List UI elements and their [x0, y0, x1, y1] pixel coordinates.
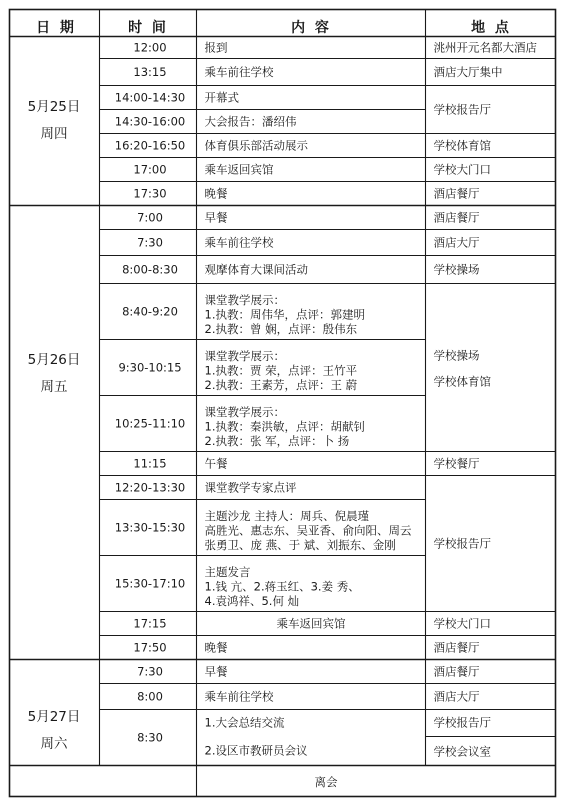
- location-cell: 学校操场: [433, 348, 480, 363]
- content-line: 1.大会总结交流: [204, 715, 285, 730]
- time-cell: 8:30: [137, 730, 163, 745]
- content-line: 乘车返回宾馆: [276, 616, 346, 631]
- schedule-row: [122, 293, 365, 336]
- time-cell: 7:00: [137, 210, 163, 225]
- location-cell: 学校餐厅: [433, 456, 480, 471]
- time-cell: 14:00-14:30: [114, 90, 186, 105]
- content-line: 晚餐: [204, 640, 228, 655]
- location-cell: 学校报告厅: [433, 536, 491, 551]
- content-line: 张勇卫、庞 燕、于 斌、刘振东、金刚: [204, 538, 396, 553]
- content-line: 1.执教：秦洪敏，点评：胡献钊: [204, 419, 365, 434]
- schedule-row: [133, 163, 274, 177]
- location-cell: 洮州开元名都大酒店: [433, 40, 537, 55]
- location-cell: 酒店餐厅: [433, 664, 480, 679]
- content-line: 乘车前往学校: [204, 689, 274, 704]
- location-cell: 学校体育馆: [433, 138, 491, 153]
- schedule-row: [115, 115, 297, 129]
- content-line: 乘车返回宾馆: [204, 162, 274, 177]
- day-2-date: 5月26日: [27, 352, 81, 368]
- schedule-row: [133, 187, 228, 201]
- content-line: 课堂教学展示：: [204, 292, 285, 307]
- content-line: 2.执教：张 军，点评：卜 扬: [204, 434, 350, 449]
- content-line: 体育俱乐部活动展示: [204, 138, 308, 153]
- location-cell: 学校报告厅: [433, 102, 491, 117]
- content-line: 观摩体育大课间活动: [204, 262, 308, 277]
- header-date: 日 期: [36, 20, 74, 36]
- schedule-row: [115, 91, 240, 105]
- content-line: 早餐: [204, 664, 228, 679]
- schedule-row: [137, 690, 274, 704]
- content-line: 乘车前往学校: [204, 65, 274, 79]
- location-cell: 学校体育馆: [433, 374, 491, 389]
- day-3-weekday: 周六: [40, 736, 68, 752]
- content-line: 1.钱 亢、2.蒋玉红、3.姜 秀、: [204, 579, 360, 594]
- location-cell: 学校大门口: [433, 162, 491, 177]
- time-cell: 8:00-8:30: [122, 262, 178, 277]
- content-line: 4.袁鸿祥、5.何 灿: [204, 594, 300, 609]
- time-cell: 8:00: [137, 689, 163, 704]
- location-cell: 酒店大厅: [433, 689, 480, 704]
- time-cell: 10:25-11:10: [114, 416, 186, 431]
- schedule-row: [137, 665, 228, 679]
- content-line: 2.执教：曾 娴，点评：殷伟东: [204, 322, 358, 337]
- content-line: 午餐: [204, 456, 228, 471]
- time-cell: 16:20-16:50: [114, 138, 186, 153]
- schedule-row: [133, 617, 346, 631]
- location-cell: 酒店餐厅: [433, 186, 480, 201]
- location-cell: 酒店大厅: [433, 235, 480, 250]
- content-line: 课堂教学展示：: [204, 348, 285, 363]
- content-line: 1.执教：贾 荣，点评：王竹平: [204, 363, 358, 378]
- content-line: 大会报告：潘绍伟: [204, 114, 297, 129]
- header-location: 地 点: [471, 20, 509, 36]
- location-cell: 酒店餐厅: [433, 210, 480, 225]
- location-cell: 学校大门口: [433, 616, 491, 631]
- location-cell: 学校报告厅: [433, 715, 491, 730]
- schedule-row: [133, 41, 227, 55]
- schedule-row: [133, 65, 274, 79]
- header-content: 内 容: [291, 20, 329, 36]
- time-cell: 7:30: [137, 235, 163, 250]
- content-line: 报到: [204, 40, 228, 55]
- time-cell: 12:20-13:30: [114, 480, 186, 495]
- schedule-row: [133, 641, 228, 655]
- content-line: 高胜光、惠志东、吴亚香、俞向阳、周云: [204, 523, 412, 538]
- time-cell: 13:30-15:30: [114, 520, 186, 535]
- schedule-row: [122, 263, 308, 277]
- location-cell: 酒店餐厅: [433, 640, 480, 655]
- time-cell: 17:00: [133, 162, 167, 177]
- schedule-row: [115, 405, 365, 448]
- time-cell: 14:30-16:00: [114, 114, 186, 129]
- content-line: 晚餐: [204, 186, 228, 201]
- content-line: 课堂教学专家点评: [204, 480, 297, 495]
- location-cell: 酒店大厅集中: [433, 65, 503, 79]
- schedule-row: [115, 139, 309, 153]
- content-line: 主题沙龙 主持人：周兵、倪晨瑾: [204, 508, 370, 523]
- time-cell: 8:40-9:20: [122, 304, 178, 319]
- content-line: 1.执教：周伟华，点评：郭建明: [204, 307, 365, 322]
- location-cell: 学校操场: [433, 262, 480, 277]
- content-line: 乘车前往学校: [204, 235, 274, 250]
- time-cell: 13:15: [133, 65, 167, 79]
- content-line: 2.设区市教研员会议: [204, 743, 308, 758]
- time-cell: 17:30: [133, 186, 167, 201]
- content-line: 2.执教：王素芳，点评：王 蔚: [204, 378, 358, 393]
- day-2-weekday: 周五: [40, 379, 68, 395]
- day-3-date: 5月27日: [27, 709, 81, 725]
- content-line: 开幕式: [204, 90, 239, 105]
- time-cell: 11:15: [133, 456, 167, 471]
- header-time: 时 间: [128, 20, 166, 36]
- schedule-row: [115, 481, 297, 495]
- content-line: 课堂教学展示：: [204, 404, 285, 419]
- schedule-row: [137, 236, 274, 250]
- time-cell: 17:15: [133, 616, 167, 631]
- time-cell: 9:30-10:15: [118, 360, 182, 375]
- content-line: 主题发言: [204, 564, 251, 579]
- time-cell: 7:30: [137, 664, 163, 679]
- day-1-date: 5月25日: [27, 99, 81, 115]
- time-cell: 12:00: [133, 40, 167, 55]
- time-cell: 15:30-17:10: [114, 576, 186, 591]
- location-cell: 学校会议室: [433, 744, 491, 759]
- closing-label: 离会: [314, 775, 338, 789]
- schedule-row: [115, 565, 360, 608]
- content-line: 早餐: [204, 210, 228, 225]
- day-1-weekday: 周四: [40, 126, 68, 142]
- schedule-row: [115, 509, 412, 552]
- schedule-row: [137, 211, 228, 225]
- schedule-row: [137, 716, 308, 758]
- schedule-row: [133, 457, 228, 471]
- time-cell: 17:50: [133, 640, 167, 655]
- schedule-row: [118, 349, 357, 392]
